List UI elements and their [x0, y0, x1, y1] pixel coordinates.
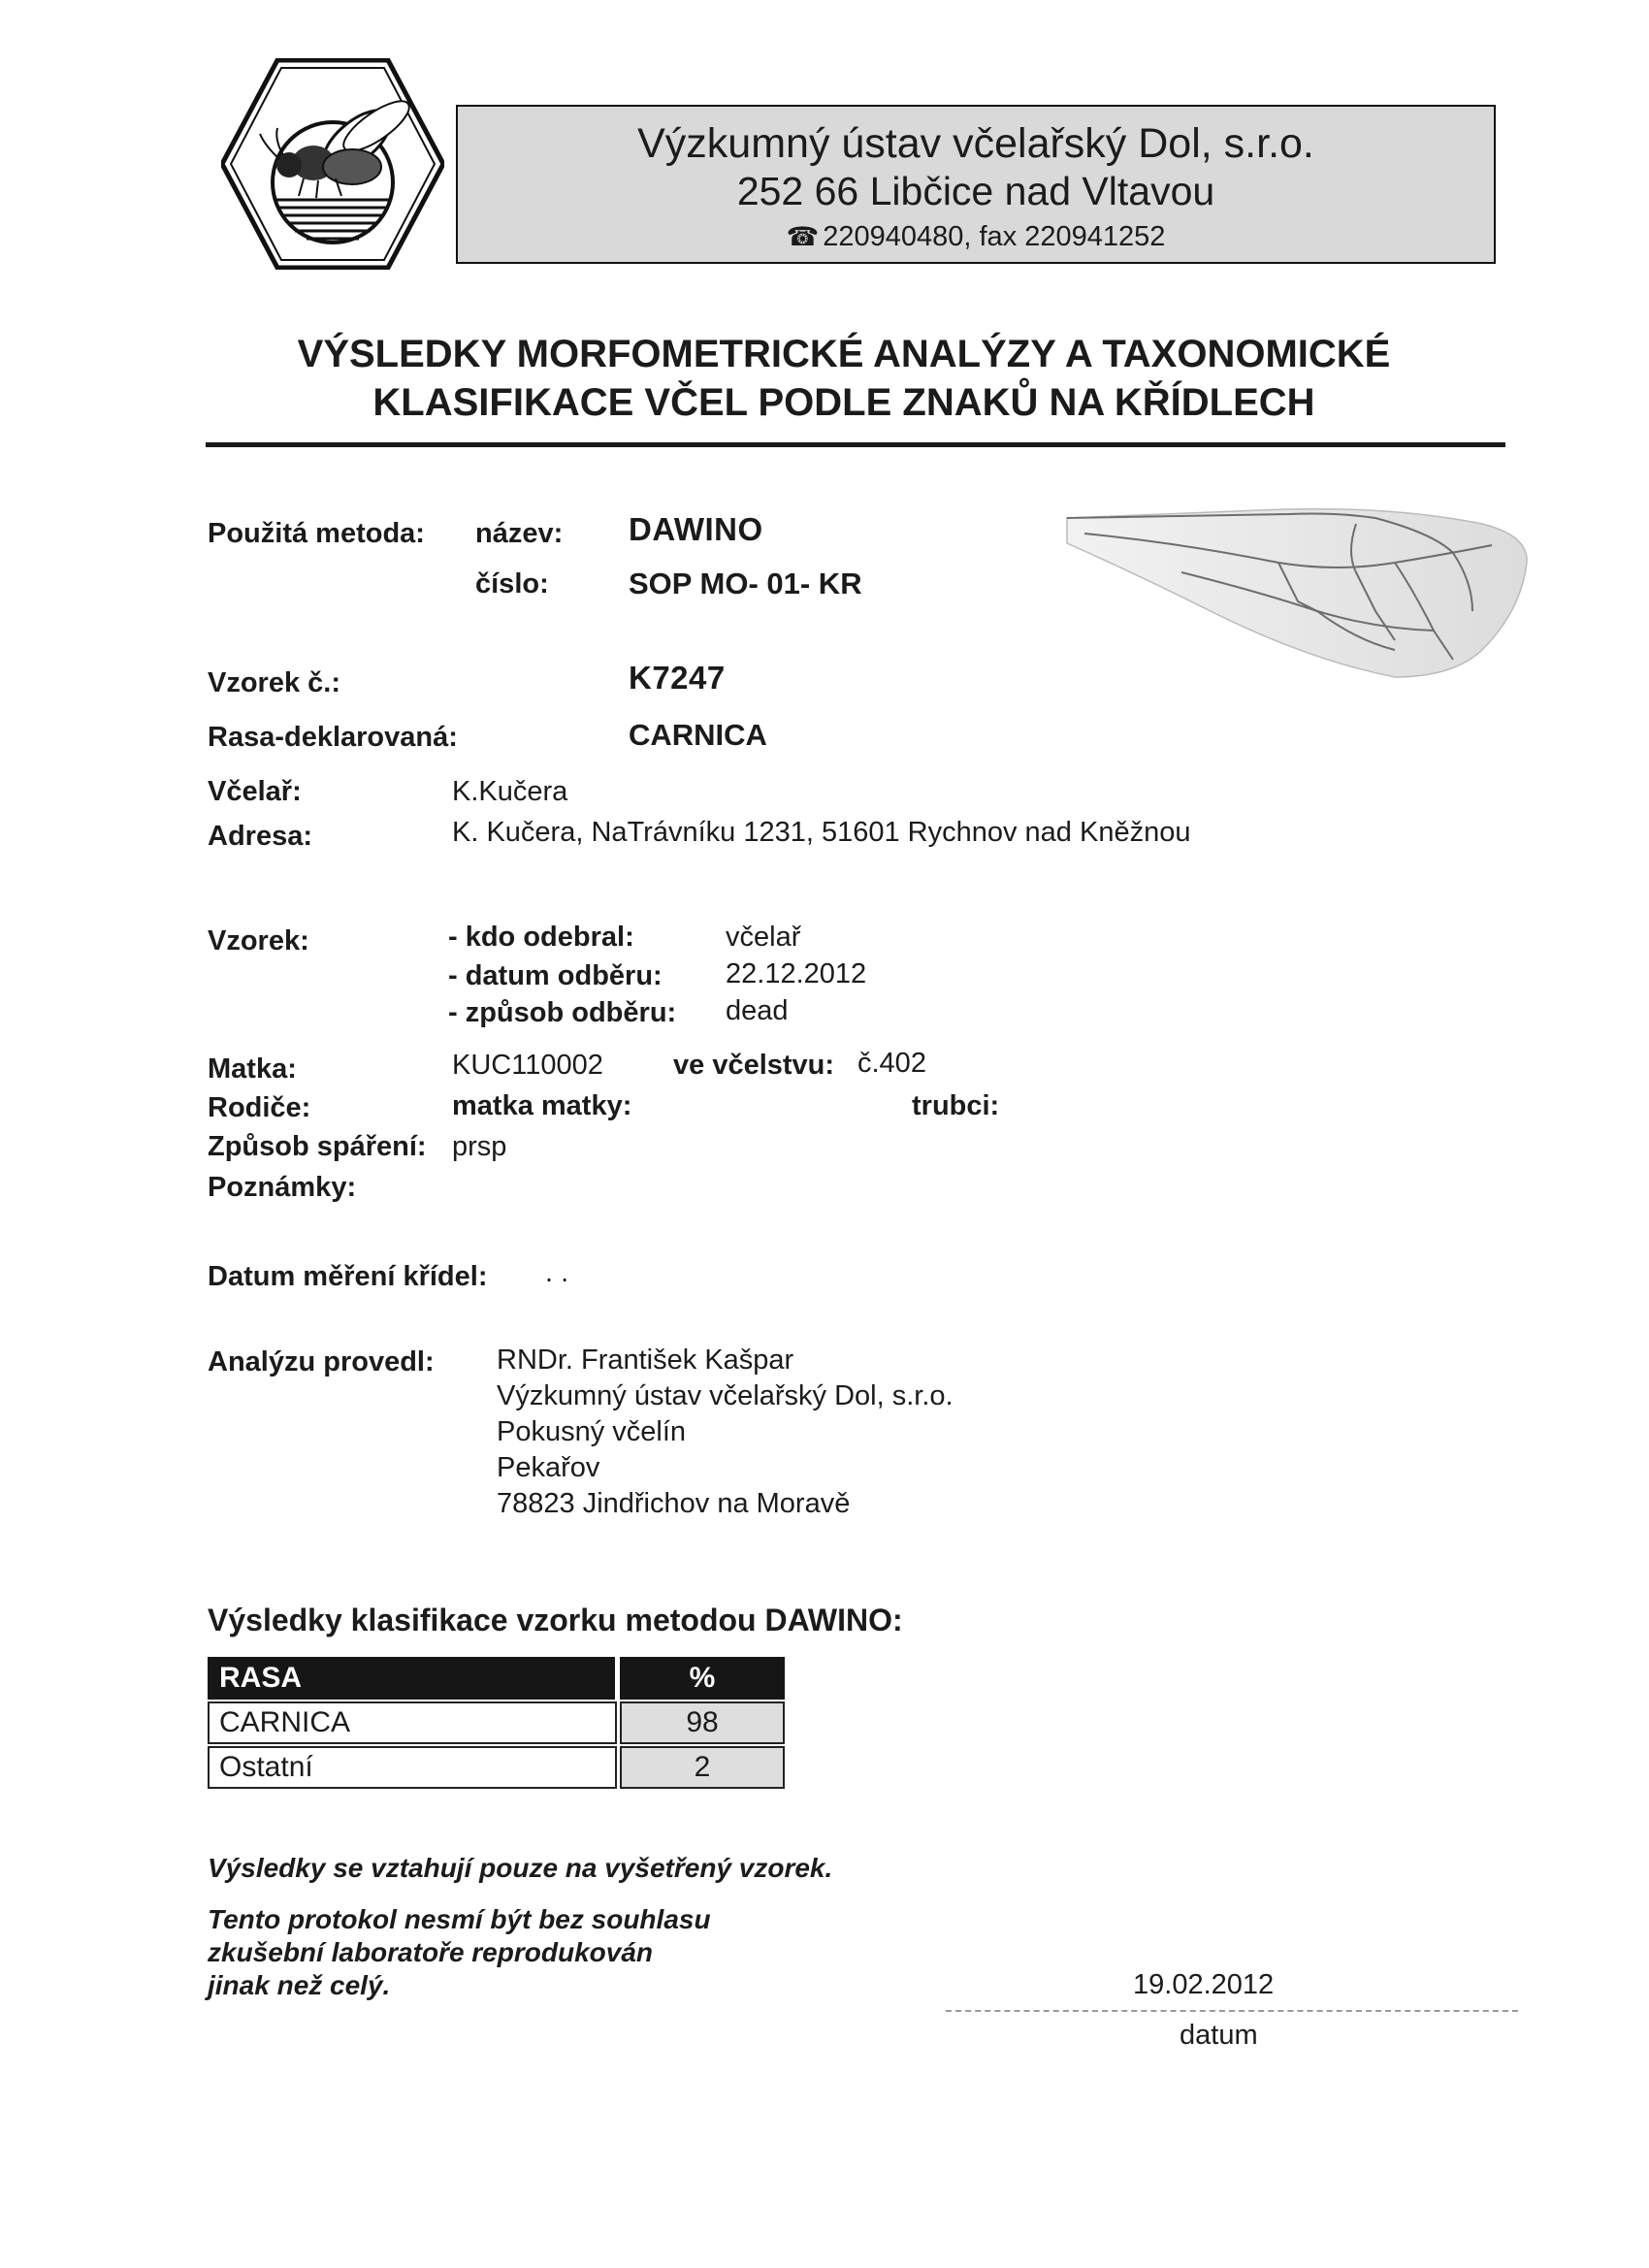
- collection-date-label: - datum odběru:: [448, 960, 663, 991]
- results-header-race: RASA: [208, 1657, 615, 1700]
- race-declared: CARNICA: [629, 718, 767, 752]
- institute-name: Výzkumný ústav včelařský Dol, s.r.o.: [637, 120, 1314, 167]
- sample-number: K7247: [629, 660, 726, 696]
- document-title-line2: KLASIFIKACE VČEL PODLE ZNAKŮ NA KŘÍDLECH: [372, 381, 1315, 424]
- sample-number-label: Vzorek č.:: [208, 667, 340, 698]
- disclaimer-line: jinak než celý.: [208, 1970, 391, 2000]
- method-name-label: název:: [475, 518, 564, 549]
- beekeeper: K.Kučera: [452, 776, 568, 807]
- drones-label: trubci:: [912, 1090, 1000, 1121]
- signature-line: [946, 2010, 1518, 2012]
- method-name: DAWINO: [629, 511, 763, 547]
- disclaimer-line: zkušební laboratoře reprodukován: [208, 1937, 653, 1967]
- institute-address: 252 66 Libčice nad Vltavou: [736, 169, 1215, 213]
- results-table: [208, 1657, 786, 1789]
- collection-mode-label: - způsob odběru:: [448, 997, 677, 1028]
- colony: č.402: [857, 1048, 926, 1079]
- collection-date: 22.12.2012: [726, 958, 867, 989]
- document-title: [0, 330, 1649, 427]
- disclaimer-reproduction: [208, 1903, 711, 2002]
- disclaimer-line: Tento protokol nesmí být bez souhlasu: [208, 1904, 711, 1934]
- results-row-percent: 2: [620, 1746, 785, 1789]
- address: K. Kučera, NaTrávníku 1231, 51601 Rychnov nad Kněžnou: [452, 817, 1191, 848]
- queen-label: Matka:: [208, 1053, 297, 1085]
- bee-wing-image: [1065, 504, 1531, 689]
- sample-label: Vzorek:: [208, 925, 309, 956]
- address-label: Adresa:: [208, 821, 312, 852]
- race-declared-label: Rasa-deklarovaná:: [208, 722, 458, 753]
- analyst-name: RNDr. František Kašpar: [497, 1345, 794, 1376]
- analyst-institute: Výzkumný ústav včelařský Dol, s.r.o.: [497, 1380, 954, 1411]
- disclaimer-results: Výsledky se vztahují pouze na vyšetřený vzorek.: [208, 1853, 833, 1883]
- institute-contact-line: [458, 221, 1494, 253]
- results-header-percent: %: [620, 1657, 785, 1700]
- mating-label: Způsob spáření:: [208, 1131, 427, 1162]
- analyst-facility: Pokusný včelín: [497, 1416, 687, 1447]
- results-row-race: CARNICA: [208, 1701, 617, 1744]
- institute-contact: 220940480, fax 220941252: [823, 221, 1166, 252]
- method-label: Použitá metoda:: [208, 518, 425, 549]
- institute-header-box: [456, 105, 1496, 264]
- signature-date-label: datum: [1180, 2020, 1258, 2051]
- analyst-label: Analýzu provedl:: [208, 1346, 435, 1377]
- mother-of-queen-label: matka matky:: [452, 1090, 632, 1121]
- colony-label: ve včelstvu:: [673, 1050, 835, 1081]
- results-row-race: Ostatní: [208, 1746, 617, 1789]
- title-divider: [206, 442, 1505, 447]
- method-number-label: číslo:: [475, 568, 549, 599]
- measure-date-label: Datum měření křídel:: [208, 1261, 488, 1292]
- mating: prsp: [452, 1131, 507, 1162]
- notes-label: Poznámky:: [208, 1172, 357, 1203]
- collected-by: včelař: [726, 922, 801, 953]
- bee-logo-icon: [221, 58, 444, 270]
- telephone-icon: ☎: [786, 222, 820, 251]
- collected-by-label: - kdo odebral:: [448, 922, 634, 953]
- analyst-block: [497, 1343, 954, 1522]
- parents-label: Rodiče:: [208, 1092, 311, 1123]
- method-number: SOP MO- 01- KR: [629, 567, 862, 600]
- measure-date: . .: [545, 1257, 569, 1288]
- document-title-line1: VÝSLEDKY MORFOMETRICKÉ ANALÝZY A TAXONOMICKÉ: [297, 333, 1391, 375]
- collection-mode: dead: [726, 995, 789, 1026]
- beekeeper-label: Včelař:: [208, 776, 302, 807]
- queen: KUC110002: [452, 1050, 603, 1081]
- analyst-address: 78823 Jindřichov na Moravě: [497, 1488, 851, 1519]
- signature-date: 19.02.2012: [1133, 1969, 1275, 2000]
- results-row-percent: 98: [620, 1701, 785, 1744]
- analyst-place: Pekařov: [497, 1452, 600, 1483]
- results-heading: Výsledky klasifikace vzorku metodou DAWINO:: [208, 1603, 903, 1637]
